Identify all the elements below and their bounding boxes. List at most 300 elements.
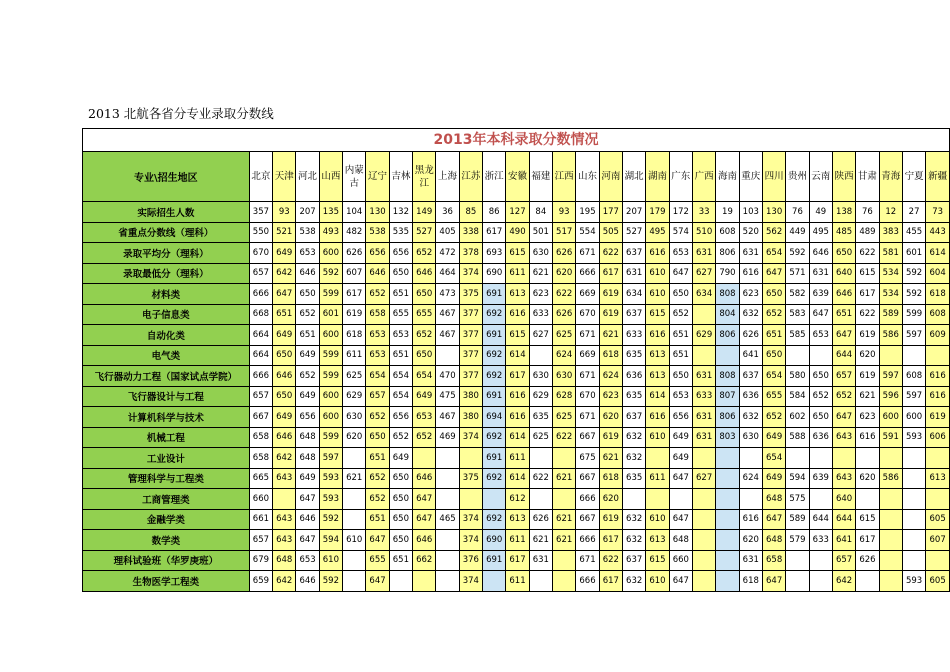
- score-cell: 651: [389, 284, 412, 305]
- province-header-row: [83, 152, 950, 202]
- score-cell: 657: [249, 530, 272, 551]
- province-header: 内蒙古: [343, 152, 366, 202]
- score-cell: 649: [762, 427, 785, 448]
- score-cell: 649: [389, 448, 412, 469]
- score-cell: [529, 571, 552, 592]
- score-cell: 652: [809, 386, 832, 407]
- score-cell: [809, 550, 832, 571]
- score-cell: [553, 489, 576, 510]
- score-cell: 473: [436, 284, 459, 305]
- score-cell: 601: [902, 243, 925, 264]
- score-cell: 634: [622, 284, 645, 305]
- score-cell: 675: [576, 448, 599, 469]
- score-cell: 649: [669, 448, 692, 469]
- score-cell: [716, 571, 739, 592]
- score-cell: [692, 530, 715, 551]
- score-cell: 666: [576, 530, 599, 551]
- score-cell: 643: [832, 427, 855, 448]
- score-cell: 651: [296, 325, 319, 346]
- score-cell: 49: [809, 202, 832, 223]
- score-cell: 650: [762, 284, 785, 305]
- score-cell: [902, 345, 925, 366]
- score-cell: 656: [296, 407, 319, 428]
- score-cell: 650: [669, 366, 692, 387]
- score-cell: 621: [553, 530, 576, 551]
- score-cell: 177: [599, 202, 622, 223]
- score-cell: 649: [273, 325, 296, 346]
- score-cell: 534: [879, 263, 902, 284]
- score-cell: 647: [762, 509, 785, 530]
- score-cell: 592: [902, 263, 925, 284]
- score-cell: 592: [319, 263, 342, 284]
- score-cell: 620: [599, 407, 622, 428]
- score-cell: 661: [249, 509, 272, 530]
- score-cell: 637: [622, 243, 645, 264]
- score-cell: [436, 550, 459, 571]
- score-cell: 650: [809, 366, 832, 387]
- score-cell: 571: [786, 263, 809, 284]
- score-cell: 613: [646, 530, 669, 551]
- score-cell: 646: [296, 509, 319, 530]
- score-cell: 651: [669, 325, 692, 346]
- score-cell: 449: [786, 222, 809, 243]
- score-cell: 652: [413, 325, 436, 346]
- score-cell: 666: [249, 284, 272, 305]
- score-cell: 647: [809, 304, 832, 325]
- score-cell: 586: [879, 325, 902, 346]
- score-cell: 667: [576, 468, 599, 489]
- score-cell: 375: [459, 468, 482, 489]
- score-cell: 621: [599, 325, 622, 346]
- score-cell: 104: [343, 202, 366, 223]
- score-cell: 469: [436, 427, 459, 448]
- score-cell: 652: [413, 243, 436, 264]
- score-cell: 651: [832, 304, 855, 325]
- score-cell: 615: [856, 263, 879, 284]
- score-cell: 591: [879, 427, 902, 448]
- score-cell: 644: [832, 345, 855, 366]
- score-cell: 597: [902, 325, 925, 346]
- row-label: 自动化类: [83, 325, 250, 346]
- table-row: [83, 509, 950, 530]
- score-cell: 622: [553, 284, 576, 305]
- score-cell: 624: [739, 468, 762, 489]
- score-cell: [413, 571, 436, 592]
- score-cell: 617: [856, 530, 879, 551]
- score-cell: [786, 345, 809, 366]
- score-cell: 803: [716, 427, 739, 448]
- score-cell: 650: [413, 284, 436, 305]
- score-cell: 589: [879, 304, 902, 325]
- score-cell: 622: [553, 427, 576, 448]
- score-cell: 621: [856, 386, 879, 407]
- score-cell: 609: [926, 325, 950, 346]
- score-cell: 510: [692, 222, 715, 243]
- score-cell: 665: [249, 468, 272, 489]
- score-cell: 656: [669, 407, 692, 428]
- score-cell: 605: [926, 571, 950, 592]
- score-cell: 607: [926, 530, 950, 551]
- score-cell: 377: [459, 304, 482, 325]
- score-cell: 490: [506, 222, 529, 243]
- row-label: 省重点分数线（理科）: [83, 222, 250, 243]
- score-cell: 654: [762, 243, 785, 264]
- score-cell: 610: [646, 571, 669, 592]
- score-cell: 610: [646, 427, 669, 448]
- score-cell: [716, 448, 739, 469]
- score-cell: 631: [692, 407, 715, 428]
- score-cell: 610: [646, 284, 669, 305]
- score-cell: 617: [599, 530, 622, 551]
- score-cell: 652: [366, 489, 389, 510]
- score-cell: 691: [483, 448, 506, 469]
- score-cell: 662: [413, 550, 436, 571]
- score-cell: 33: [692, 202, 715, 223]
- score-cell: 652: [366, 468, 389, 489]
- score-cell: 807: [716, 386, 739, 407]
- score-cell: 640: [832, 263, 855, 284]
- document-heading: 2013 北航各省分专业录取分数线: [88, 106, 274, 121]
- score-cell: 600: [319, 325, 342, 346]
- row-label: 实际招生人数: [83, 202, 250, 223]
- score-cell: [856, 489, 879, 510]
- score-cell: 647: [669, 571, 692, 592]
- province-header: 青海: [879, 152, 902, 202]
- score-cell: 619: [599, 304, 622, 325]
- score-cell: 669: [576, 345, 599, 366]
- score-cell: 652: [762, 304, 785, 325]
- score-cell: 377: [459, 325, 482, 346]
- score-cell: 664: [249, 345, 272, 366]
- score-cell: 614: [506, 468, 529, 489]
- score-cell: 646: [296, 571, 319, 592]
- score-cell: 616: [739, 263, 762, 284]
- score-cell: 668: [249, 304, 272, 325]
- score-cell: 635: [529, 407, 552, 428]
- score-cell: [529, 489, 552, 510]
- score-cell: 12: [879, 202, 902, 223]
- score-cell: 664: [249, 325, 272, 346]
- table-row: [83, 489, 950, 510]
- province-header: 福建: [529, 152, 552, 202]
- score-cell: [553, 571, 576, 592]
- score-cell: 666: [576, 571, 599, 592]
- score-cell: [436, 530, 459, 551]
- score-cell: [832, 448, 855, 469]
- score-cell: 626: [343, 243, 366, 264]
- score-cell: 649: [296, 468, 319, 489]
- row-label: 金融学类: [83, 509, 250, 530]
- score-cell: 648: [762, 489, 785, 510]
- score-cell: 588: [786, 427, 809, 448]
- score-cell: 646: [296, 263, 319, 284]
- score-cell: 650: [669, 284, 692, 305]
- score-cell: 616: [646, 243, 669, 264]
- score-cell: 626: [529, 509, 552, 530]
- score-cell: 804: [716, 304, 739, 325]
- score-cell: 583: [786, 304, 809, 325]
- score-cell: 631: [622, 263, 645, 284]
- score-cell: 652: [389, 427, 412, 448]
- score-cell: [716, 345, 739, 366]
- score-cell: 616: [739, 509, 762, 530]
- score-cell: 691: [483, 386, 506, 407]
- score-cell: 652: [296, 304, 319, 325]
- score-cell: 620: [856, 345, 879, 366]
- score-cell: 554: [576, 222, 599, 243]
- score-cell: 493: [319, 222, 342, 243]
- score-cell: [739, 489, 762, 510]
- score-cell: 691: [483, 325, 506, 346]
- score-cell: 618: [343, 325, 366, 346]
- score-cell: 653: [669, 243, 692, 264]
- score-cell: 380: [459, 386, 482, 407]
- score-cell: 654: [762, 448, 785, 469]
- score-cell: 622: [856, 304, 879, 325]
- score-cell: [716, 489, 739, 510]
- province-header: 浙江: [483, 152, 506, 202]
- score-cell: 656: [389, 243, 412, 264]
- score-cell: 650: [832, 243, 855, 264]
- province-header: 贵州: [786, 152, 809, 202]
- score-cell: 647: [296, 530, 319, 551]
- score-cell: 647: [273, 284, 296, 305]
- score-cell: 495: [646, 222, 669, 243]
- score-cell: 635: [622, 386, 645, 407]
- score-cell: 637: [622, 550, 645, 571]
- score-cell: 614: [646, 386, 669, 407]
- score-cell: 654: [413, 366, 436, 387]
- score-cell: 600: [319, 243, 342, 264]
- province-header: 江苏: [459, 152, 482, 202]
- score-cell: 207: [622, 202, 645, 223]
- score-cell: 619: [926, 407, 950, 428]
- score-cell: 374: [459, 571, 482, 592]
- score-cell: 84: [529, 202, 552, 223]
- score-cell: 641: [739, 345, 762, 366]
- score-cell: 621: [529, 530, 552, 551]
- score-cell: [856, 448, 879, 469]
- score-cell: 617: [343, 284, 366, 305]
- score-cell: 618: [599, 468, 622, 489]
- score-cell: [809, 345, 832, 366]
- score-cell: 653: [413, 407, 436, 428]
- major-region-header: 专业\招生地区: [83, 152, 250, 202]
- score-cell: 651: [389, 550, 412, 571]
- score-cell: 647: [413, 509, 436, 530]
- score-cell: 527: [622, 222, 645, 243]
- score-cell: 562: [762, 222, 785, 243]
- score-cell: 629: [343, 386, 366, 407]
- score-cell: 464: [436, 263, 459, 284]
- score-cell: 470: [436, 366, 459, 387]
- score-cell: 597: [319, 448, 342, 469]
- score-cell: 465: [436, 509, 459, 530]
- score-cell: 691: [483, 550, 506, 571]
- score-cell: 647: [762, 263, 785, 284]
- score-cell: [809, 448, 832, 469]
- score-cell: [926, 448, 950, 469]
- score-cell: 653: [669, 386, 692, 407]
- score-cell: 692: [483, 366, 506, 387]
- score-cell: 647: [669, 509, 692, 530]
- table-row: [83, 222, 950, 243]
- score-cell: 622: [529, 468, 552, 489]
- score-cell: 648: [296, 448, 319, 469]
- score-cell: 593: [902, 571, 925, 592]
- score-cell: [273, 489, 296, 510]
- score-cell: 633: [529, 304, 552, 325]
- score-cell: [343, 489, 366, 510]
- score-cell: 650: [366, 427, 389, 448]
- province-header: 陕西: [832, 152, 855, 202]
- score-cell: 637: [622, 304, 645, 325]
- score-cell: 485: [832, 222, 855, 243]
- score-cell: 585: [786, 325, 809, 346]
- score-cell: 647: [669, 468, 692, 489]
- score-cell: [786, 571, 809, 592]
- score-cell: 653: [389, 325, 412, 346]
- score-cell: 593: [319, 468, 342, 489]
- score-cell: [716, 530, 739, 551]
- row-label: 录取平均分（理科）: [83, 243, 250, 264]
- score-cell: 505: [599, 222, 622, 243]
- province-header: 河南: [599, 152, 622, 202]
- province-header: 湖南: [646, 152, 669, 202]
- score-cell: 73: [926, 202, 950, 223]
- score-cell: 671: [576, 366, 599, 387]
- score-cell: 667: [249, 407, 272, 428]
- score-cell: 617: [483, 222, 506, 243]
- score-cell: 652: [413, 427, 436, 448]
- score-cell: 622: [599, 243, 622, 264]
- score-cell: [646, 489, 669, 510]
- score-cell: 599: [319, 345, 342, 366]
- score-cell: [436, 345, 459, 366]
- score-cell: 621: [529, 263, 552, 284]
- score-cell: 377: [459, 345, 482, 366]
- score-cell: [786, 550, 809, 571]
- score-cell: [553, 550, 576, 571]
- row-label: 飞行器动力工程（国家试点学院）: [83, 366, 250, 387]
- score-cell: 626: [553, 243, 576, 264]
- score-cell: 637: [739, 366, 762, 387]
- score-cell: 615: [646, 550, 669, 571]
- score-cell: 632: [622, 530, 645, 551]
- score-cell: [692, 489, 715, 510]
- province-header: 山东: [576, 152, 599, 202]
- score-cell: 643: [273, 468, 296, 489]
- score-cell: 617: [506, 366, 529, 387]
- score-cell: 654: [389, 386, 412, 407]
- score-cell: 611: [506, 571, 529, 592]
- score-cell: 653: [296, 550, 319, 571]
- score-cell: 607: [343, 263, 366, 284]
- score-cell: 611: [506, 448, 529, 469]
- score-cell: [436, 489, 459, 510]
- score-cell: 646: [413, 530, 436, 551]
- score-cell: 620: [599, 489, 622, 510]
- score-cell: 650: [389, 263, 412, 284]
- score-cell: [902, 468, 925, 489]
- score-cell: 671: [576, 550, 599, 571]
- score-cell: 625: [529, 427, 552, 448]
- score-cell: 619: [343, 304, 366, 325]
- row-label: 电子信息类: [83, 304, 250, 325]
- score-cell: 636: [739, 386, 762, 407]
- score-cell: 635: [622, 345, 645, 366]
- score-cell: 631: [739, 550, 762, 571]
- score-cell: 651: [366, 509, 389, 530]
- score-cell: 626: [553, 304, 576, 325]
- row-label: 理科试验班（华罗庚班）: [83, 550, 250, 571]
- score-cell: 660: [669, 550, 692, 571]
- score-cell: [692, 550, 715, 571]
- score-cell: 654: [389, 366, 412, 387]
- province-header: 天津: [273, 152, 296, 202]
- score-cell: 606: [926, 427, 950, 448]
- score-cell: 669: [576, 284, 599, 305]
- score-cell: 357: [249, 202, 272, 223]
- row-label: 管理科学与工程类: [83, 468, 250, 489]
- score-cell: 521: [273, 222, 296, 243]
- score-cell: 130: [762, 202, 785, 223]
- score-cell: 86: [483, 202, 506, 223]
- score-cell: 642: [273, 571, 296, 592]
- score-cell: [343, 509, 366, 530]
- score-cell: [529, 345, 552, 366]
- score-cell: 650: [389, 489, 412, 510]
- score-cell: 623: [739, 284, 762, 305]
- table-title: 2013年本科录取分数情况: [83, 129, 950, 152]
- score-cell: 657: [832, 550, 855, 571]
- row-label: 飞行器设计与工程: [83, 386, 250, 407]
- score-cell: 614: [926, 243, 950, 264]
- score-cell: 631: [692, 366, 715, 387]
- score-cell: 647: [832, 325, 855, 346]
- table-row: [83, 284, 950, 305]
- score-cell: 613: [646, 345, 669, 366]
- score-cell: 619: [856, 366, 879, 387]
- score-cell: [483, 571, 506, 592]
- score-cell: 651: [366, 448, 389, 469]
- score-cell: 631: [692, 243, 715, 264]
- score-cell: 651: [389, 345, 412, 366]
- score-cell: 601: [319, 304, 342, 325]
- score-cell: 649: [296, 386, 319, 407]
- score-cell: 600: [902, 407, 925, 428]
- score-cell: 630: [553, 366, 576, 387]
- score-cell: 653: [366, 325, 389, 346]
- score-cell: [926, 550, 950, 571]
- score-cell: 599: [319, 284, 342, 305]
- table-row: [83, 427, 950, 448]
- score-cell: 621: [553, 509, 576, 530]
- score-cell: 467: [436, 407, 459, 428]
- score-cell: 489: [856, 222, 879, 243]
- score-cell: 630: [529, 366, 552, 387]
- score-cell: 611: [506, 530, 529, 551]
- table-row: [83, 345, 950, 366]
- score-cell: 658: [762, 550, 785, 571]
- score-cell: 647: [296, 489, 319, 510]
- score-cell: 650: [389, 530, 412, 551]
- province-header: 湖北: [622, 152, 645, 202]
- score-cell: 374: [459, 530, 482, 551]
- score-cell: 631: [809, 263, 832, 284]
- score-cell: 207: [296, 202, 319, 223]
- province-header: 宁夏: [902, 152, 925, 202]
